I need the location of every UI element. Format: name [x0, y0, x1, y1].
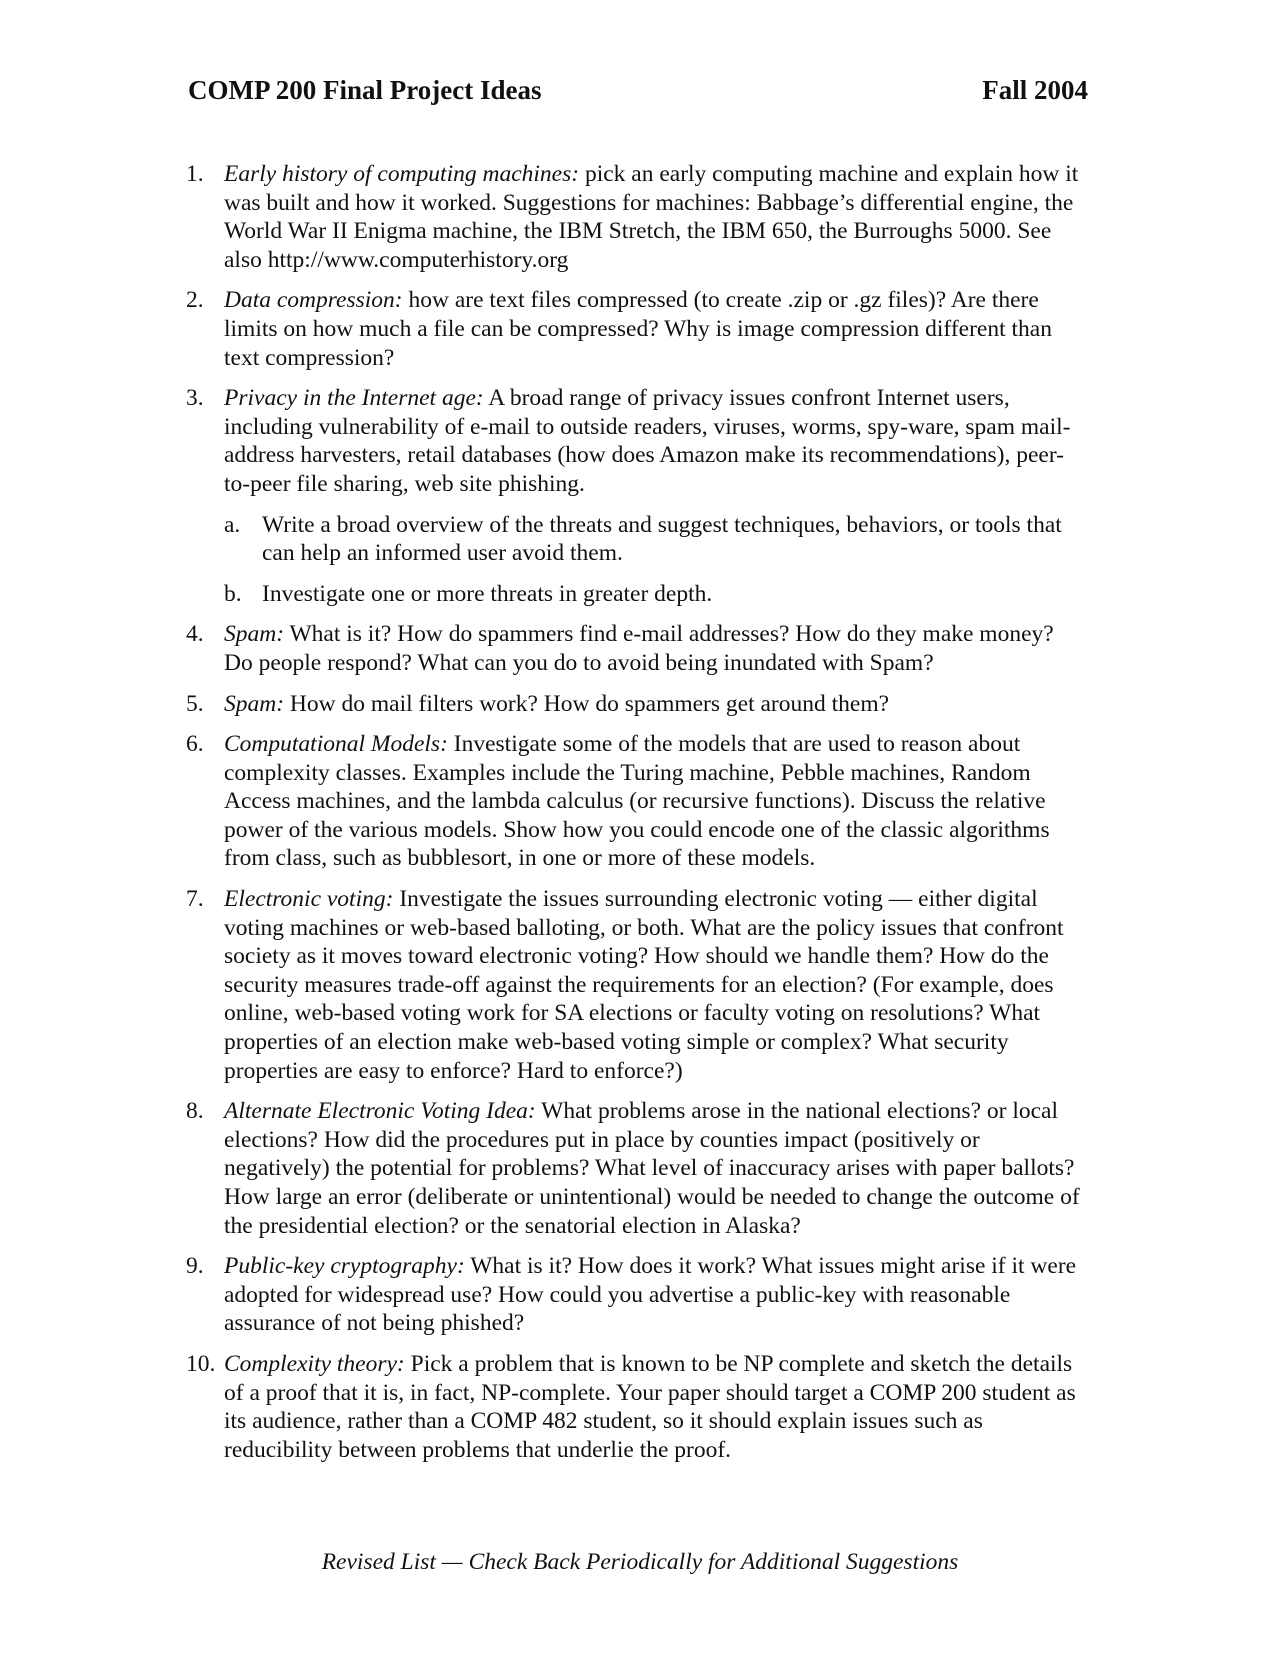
- item-number: 10.: [186, 1350, 216, 1377]
- page-title: COMP 200 Final Project Ideas: [188, 75, 542, 105]
- sub-item-text: Investigate one or more threats in greater depth.: [262, 580, 713, 607]
- list-item: [186, 286, 1084, 372]
- list-item: [186, 885, 1084, 1085]
- sub-list: [224, 511, 1084, 609]
- item-title: Data compression:: [224, 287, 403, 314]
- list-item: [186, 690, 1084, 719]
- item-title: Complexity theory:: [224, 1350, 405, 1377]
- item-text: Investigate some of the models that are used to reason about complexity classes. Examples include the Turing machine, Pebble machines, Random Access machines, and the lambda calculus (or recursive functions). Discuss the relative power of the various models. Show how you could encode one of the classic algorithms from class, such as bubblesort, in one or more of these models.: [224, 731, 1050, 872]
- item-title: Alternate Electronic Voting Idea:: [224, 1098, 536, 1125]
- item-text: What is it? How does it work? What issues might arise if it were adopted for widespread use? How could you advertise a public-key with reasonable assurance of not being phished?: [224, 1253, 1077, 1337]
- item-number: 4.: [186, 621, 204, 648]
- item-title: Early history of computing machines:: [224, 161, 580, 187]
- item-title: Electronic voting:: [224, 886, 394, 913]
- item-text: How do mail filters work? How do spammers get around them?: [284, 690, 890, 717]
- list-item: [186, 384, 1084, 608]
- list-item: [186, 1350, 1084, 1464]
- sub-list-item: [224, 511, 1084, 568]
- item-number: 6.: [186, 731, 204, 758]
- sub-item-letter: a.: [224, 511, 241, 538]
- item-number: 3.: [186, 385, 204, 412]
- list-item: [186, 620, 1084, 677]
- list-item: [186, 1252, 1084, 1338]
- item-text: how are text files compressed (to create .zip or .gz files)? Are there limits on how much a file can be compressed? Why is image compression different than text compression?: [224, 287, 1052, 371]
- item-text: pick an early computing machine and explain how it was built and how it worked. Suggestions for machines: Babbage’s differential engine, the World War II Enigma machine, the IBM Stretch, the IBM 650, the Burroughs 5000. See also http://www.computerhistory.org: [224, 161, 1079, 273]
- item-text: Pick a problem that is known to be NP complete and sketch the details of a proof that it is, in fact, NP-complete. Your paper should target a COMP 200 student as its audience, rather than a COMP 482 student, so it should explain issues such as reducibility between problems that underlie the proof.: [224, 1350, 1076, 1463]
- item-text: A broad range of privacy issues confront Internet users, including vulnerability of e-mail to outside readers, viruses, worms, spy-ware, spam mail-address harvesters, retail databases (how does Amazon make its recommendations), peer-to-peer file sharing, web site phishing.: [224, 385, 1071, 497]
- footer-note: Revised List — Check Back Periodically for Additional Suggestions: [321, 1549, 959, 1575]
- item-title: Spam:: [224, 621, 285, 648]
- item-title: Spam:: [224, 690, 285, 717]
- item-number: 2.: [186, 287, 204, 314]
- item-number: 9.: [186, 1253, 204, 1280]
- item-number: 1.: [186, 161, 204, 187]
- sub-item-text: Write a broad overview of the threats and suggest techniques, behaviors, or tools that can help an informed user avoid them.: [262, 511, 1062, 567]
- item-text: What is it? How do spammers find e-mail addresses? How do they make money? Do people respond? What can you do to avoid being inundated with Spam?: [224, 621, 1054, 676]
- sub-list-item: [224, 580, 1084, 609]
- item-number: 8.: [186, 1098, 204, 1125]
- project-ideas-list: [0, 160, 1280, 1476]
- list-item: [186, 1097, 1084, 1240]
- item-title: Computational Models:: [224, 731, 448, 758]
- list-item: [186, 160, 1084, 274]
- list-item: [186, 730, 1084, 873]
- item-text: What problems arose in the national elections? or local elections? How did the procedures put in place by counties impact (positively or negatively) the potential for problems? What level of inaccuracy arises with paper ballots? How large an error (deliberate or unintentional) would be needed to change the outcome of the presidential election? or the senatorial election in Alaska?: [224, 1098, 1080, 1239]
- term-label: Fall 2004: [982, 75, 1088, 105]
- item-number: 7.: [186, 886, 204, 913]
- item-text: Investigate the issues surrounding electronic voting — either digital voting machines or web-based balloting, or both. What are the policy issues that confront society as it moves toward electronic voting? How should we handle them? How do the security measures trade-off against the requirements for an election? (For example, does online, web-based voting work for SA elections or faculty voting on resolutions? What properties of an election make web-based voting simple or complex? What security properties are easy to enforce? Hard to enforce?): [224, 886, 1064, 1084]
- item-title: Public-key cryptography:: [224, 1253, 465, 1280]
- item-title: Privacy in the Internet age:: [224, 385, 484, 412]
- page-header: [188, 74, 1088, 106]
- item-number: 5.: [186, 690, 204, 717]
- sub-item-letter: b.: [224, 580, 242, 607]
